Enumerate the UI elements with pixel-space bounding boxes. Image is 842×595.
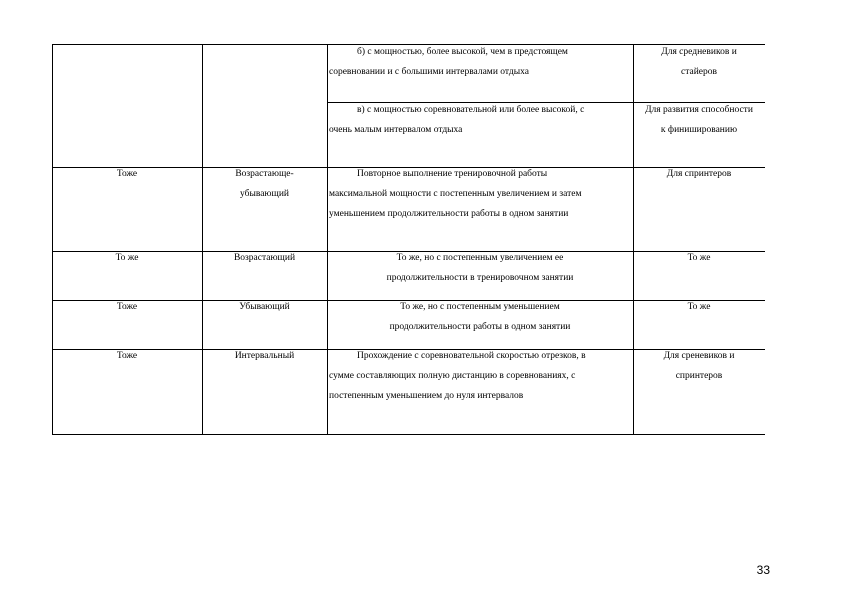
cell-method-description: Прохождение с соревновательной скоростью отрезков, в сумме составляющих полную дистанцию в соревнованиях, с постепенным уменьшением до нуля интервалов (329, 351, 586, 401)
cell-type: Тоже (116, 302, 138, 312)
cell-variant: Интервальный (234, 351, 295, 361)
cell-type: То же (115, 253, 139, 263)
table-column-divider (202, 44, 203, 435)
page-number: 33 (756, 563, 770, 577)
cell-purpose: То же (687, 253, 711, 263)
cell-variant: Возрастающий (233, 253, 296, 263)
cell-type: Тоже (116, 351, 138, 361)
cell-method-description: То же, но с постепенным уменьшением продолжительности работы в одном занятии (389, 302, 571, 332)
cell-method-description: б) с мощностью, более высокой, чем в предстоящем соревновании и с большими интервалами отдыха (329, 47, 568, 77)
cell-method-description: Повторное выполнение тренировочной работы максимальной мощности с постепенным увеличением и затем уменьшением продолжительности работы в одном занятии (329, 169, 582, 219)
cell-purpose: Для развития способности к финишированию (645, 105, 753, 135)
cell-variant: Возрастающе- убывающий (235, 169, 294, 199)
cell-purpose: Для средневиков и стайеров (661, 47, 737, 77)
cell-purpose: Для сренeвиков и спринтеров (663, 351, 735, 381)
cell-method-description: в) с мощностью соревновательной или более высокой, с очень малым интервалом отдыха (329, 105, 585, 135)
table-border-left (52, 44, 53, 435)
table-border-bottom (52, 434, 765, 435)
cell-method-description: То же, но с постепенным увеличением ее продолжительности в тренировочном занятии (386, 253, 574, 283)
cell-type: Тоже (116, 169, 138, 179)
cell-purpose: Для спринтеров (666, 169, 732, 179)
cell-purpose: То же (687, 302, 711, 312)
cell-variant: Убывающий (239, 302, 290, 312)
